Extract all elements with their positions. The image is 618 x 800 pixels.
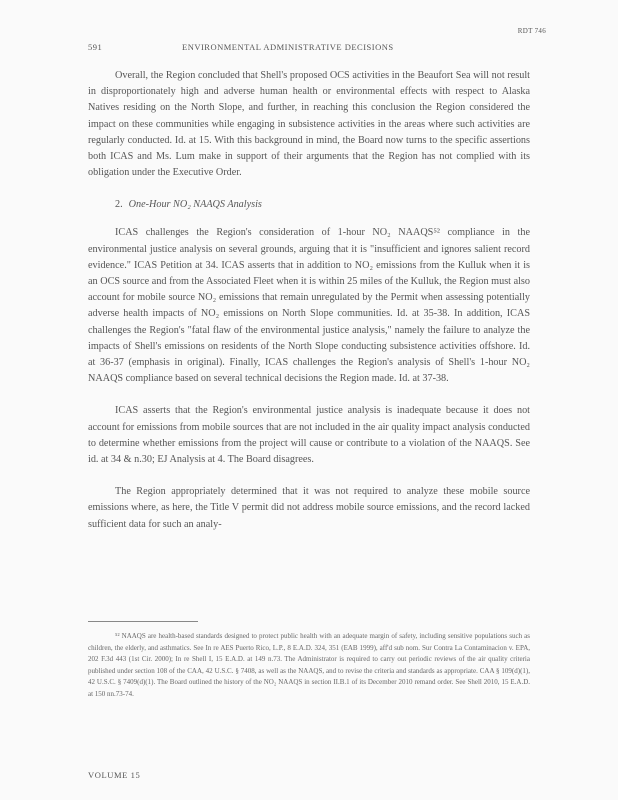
section-title: One-Hour NO₂ NAAQS Analysis xyxy=(128,199,262,211)
page-number: 591 xyxy=(88,42,103,52)
footnote-52: ⁵² NAAQS are health-based standards designed to protect public health with an adequate margin of safety, including sensitive populations such as children, the elderly, and asthmatics. See In re AES Puerto Rico, L.P., 8 E.A.D. 324, 351 (EAB 1999), aff'd sub nom. Sur Contra La Contaminacion v. EPA, 202 F.3d 443 (1st Cir. 2000); In re Shell I, 15 E.A.D. at 149 n.73. The Administrator is required to carry out periodic reviews of the air quality criteria published under section 108 of the CAA, 42 U.S.C. § 7408, as well as the NAAQS, and to revise the criteria and standards as appropriate. CAA § 109(d)(1), 42 U.S.C. § 7409(d)(1). The Board outlined the history of the NO₂ NAAQS in section II.B.1 of its December 2010 remand order. See Shell 2010, 15 E.A.D. at 150 nn.73-74. xyxy=(88,632,530,698)
volume-footer: VOLUME 15 xyxy=(88,770,141,780)
document-id: RDT 746 xyxy=(517,27,546,35)
paragraph-1: Overall, the Region concluded that Shell's proposed OCS activities in the Beaufort Sea will not result in disproportionately high and adverse human health or environmental effects with respect to Alaska Natives residing on the North Slope, and further, in reaching this conclusion the Region considered the impact on these communities while engaging in subsistence activities in the areas where such activities are regularly conducted. Id. at 15. With this background in mind, the Board now turns to the specific assertions both ICAS and Ms. Lum make in support of their arguments that the Region has not complied with its obligation under the Executive Order. xyxy=(88,70,530,179)
paragraph-4: The Region appropriately determined that it was not required to analyze these mobile source emissions where, as here, the Title V permit did not address mobile source emissions, and the record lacked sufficient data for such an analy- xyxy=(88,486,530,530)
section-heading xyxy=(115,197,530,213)
section-number: 2. xyxy=(115,199,123,211)
footnote-divider xyxy=(88,621,198,622)
paragraph-2: ICAS challenges the Region's consideration of 1-hour NO₂ NAAQS⁵² compliance in the environmental justice analysis on several grounds, arguing that it is "insufficient and ignores salient record evidence." ICAS Petition at 34. ICAS asserts that in addition to NO₂ emissions from the Kulluk when it is an OCS source and from the Associated Fleet when it is within 25 miles of the Kulluk, the Region must also account for mobile source NO₂ emissions that remain unregulated by the Permit when assessing potentially adverse health impacts of NO₂ emissions on North Slope communities. Id. at 35-38. In addition, ICAS challenges the Region's "fatal flaw of the environmental justice analysis," namely the failure to analyze the impacts of Shell's emissions on residents of the North Slope conducting subsistence activities offshore. Id. at 36-37 (emphasis in original). Finally, ICAS challenges the Region's analysis of Shell's 1-hour NO₂ NAAQS compliance based on several technical decisions the Region made. Id. at 37-38. xyxy=(88,227,530,385)
running-title: ENVIRONMENTAL ADMINISTRATIVE DECISIONS xyxy=(182,42,394,52)
body-text xyxy=(88,68,530,549)
paragraph-3: ICAS asserts that the Region's environmental justice analysis is inadequate because it does not account for emissions from mobile sources that are not included in the air quality impact analysis conducted to determine whether emissions from the project will cause or contribute to a violation of the NAAQS. See id. at 34 & n.30; EJ Analysis at 4. The Board disagrees. xyxy=(88,405,530,466)
